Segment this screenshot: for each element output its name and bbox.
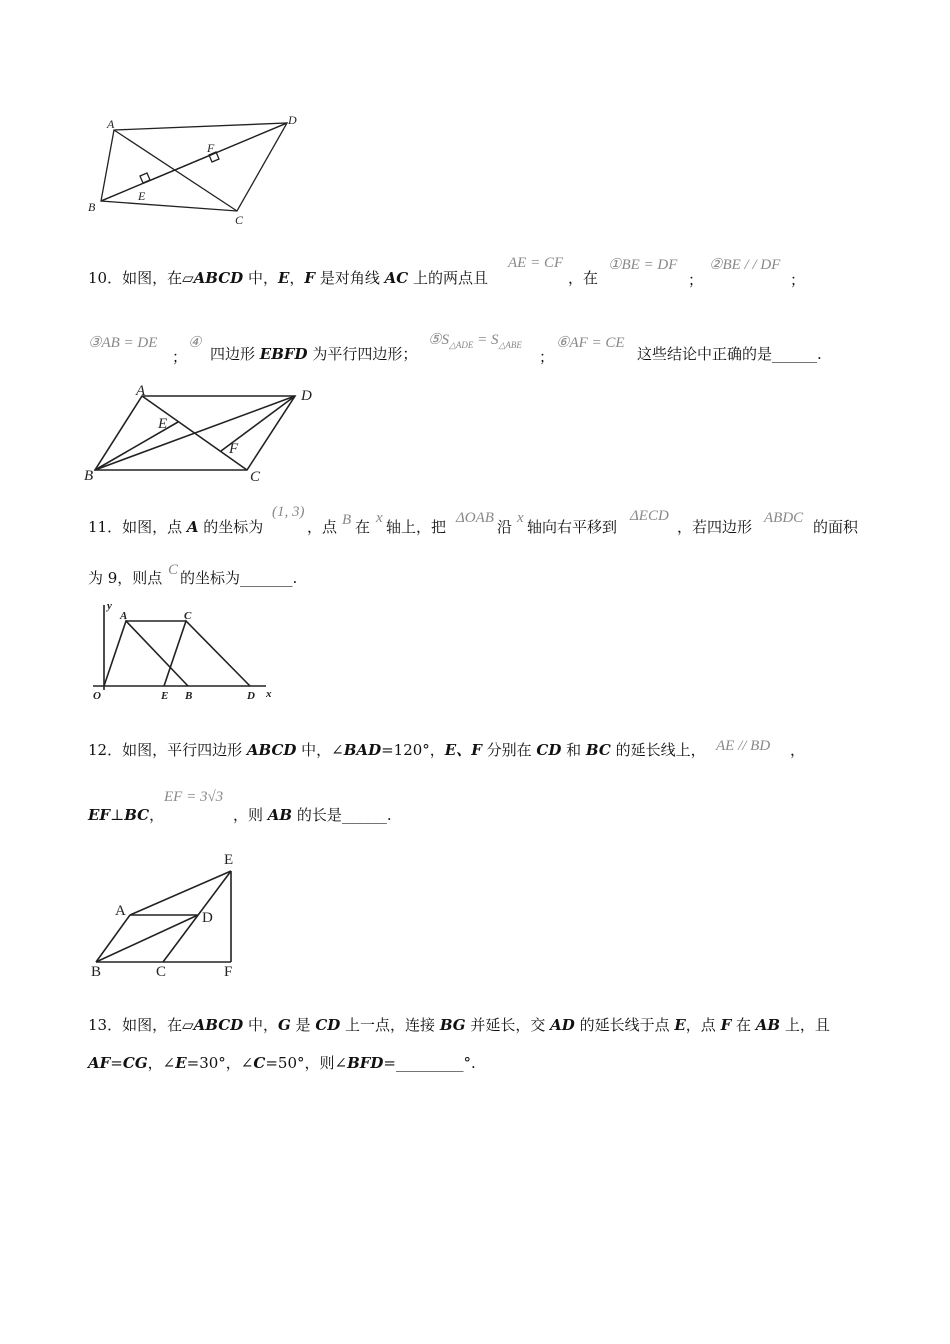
q12-condition-1: AE // BD <box>716 738 771 754</box>
q11-abdc: ABDC <box>764 510 804 526</box>
q13-l1i: 上，且 <box>780 1016 830 1034</box>
q10-ac: AC <box>384 269 409 287</box>
label-x: x <box>266 688 272 700</box>
q11-t3: 在 <box>355 518 371 536</box>
q13-l2b: = <box>110 1054 123 1072</box>
q12-cd: CD <box>536 741 562 759</box>
label-E: E <box>224 852 234 868</box>
label-y: y <box>107 600 112 612</box>
label-E: E <box>158 416 168 432</box>
q13-cd: CD <box>315 1016 341 1034</box>
label-B: B <box>88 200 96 214</box>
label-D: D <box>202 910 213 926</box>
q13-ad: AD <box>550 1016 575 1034</box>
label-C: C <box>235 213 244 227</box>
label-A: A <box>107 117 115 131</box>
q12-line1 <box>88 740 706 760</box>
q10-c5eq: = S <box>473 332 499 348</box>
label-C: C <box>156 964 167 980</box>
label-D: D <box>247 690 255 702</box>
q10-semicolon-2: ； <box>790 271 806 289</box>
q13-ab: AB <box>755 1016 781 1034</box>
q12-t4: 和 <box>561 741 586 759</box>
q12-t1: 中，∠ <box>296 741 344 759</box>
q12-ab: AB <box>267 806 293 824</box>
q10-claim-1: ①BE = DF <box>608 257 678 273</box>
q10-abcd: ABCD <box>193 269 244 287</box>
q13-l2g: C <box>253 1054 266 1072</box>
q10-comma: ， <box>289 269 305 287</box>
q13-l2c: CG <box>122 1054 148 1072</box>
q12-abcd: ABCD <box>246 741 297 759</box>
q10-line1 <box>88 268 488 288</box>
label-A: A <box>136 383 146 399</box>
parallelogram-symbol: ▱ <box>182 269 194 287</box>
label-C: C <box>250 469 261 485</box>
q13-l1d: 上一点，连接 <box>340 1016 440 1034</box>
q13-abcd: ABCD <box>193 1016 244 1034</box>
q12-bad: BAD <box>343 741 382 759</box>
label-D: D <box>288 113 297 127</box>
q12-l2c: BC <box>124 806 150 824</box>
q10-c5sub1: △ADE <box>448 340 474 350</box>
label-E: E <box>161 690 169 702</box>
q13-g: G <box>277 1016 291 1034</box>
q10-claim-3: ③AB = DE <box>88 335 158 351</box>
q10-mid: 中， <box>243 269 278 287</box>
q11-t6: 轴向右平移到 <box>527 518 618 536</box>
q12-line2b <box>233 805 392 825</box>
q13-l2h: =50°，则∠ <box>265 1054 348 1072</box>
label-B: B <box>185 690 193 702</box>
q13-line1 <box>88 1015 830 1035</box>
q10-e: E <box>277 269 290 287</box>
label-E: E <box>138 189 146 203</box>
q11-t7: ，若四边形 <box>677 518 753 536</box>
q13-l1h: 在 <box>731 1016 756 1034</box>
q13-line2 <box>88 1053 476 1073</box>
q11-a: A <box>186 518 199 536</box>
q10-claim-2: ②BE / / DF <box>709 257 781 273</box>
q13-l1f: 的延长线于点 <box>574 1016 675 1034</box>
q12-l2e: ，则 <box>233 806 268 824</box>
q10-tail: 这些结论中正确的是______. <box>637 345 822 363</box>
q13-l2i: BFD <box>347 1054 384 1072</box>
q10-c4a: 四边形 <box>210 345 260 363</box>
q10-semicolon-1: ； <box>688 271 704 289</box>
q13-l2f: =30°，∠ <box>186 1054 254 1072</box>
q10-claim-6: ⑥AF = CE <box>556 335 625 351</box>
q11-number: 11．如图，点 <box>88 518 187 536</box>
q10-zai: ，在 <box>568 269 599 287</box>
q11-t1: 的坐标为 <box>198 518 264 536</box>
q12-l2a: EF <box>88 806 111 824</box>
q13-l1c: 是 <box>290 1016 316 1034</box>
q10-semicolon-5: ； <box>539 348 555 366</box>
q13-l2j: =_________°. <box>383 1054 476 1072</box>
q12-line2a <box>88 805 164 825</box>
q10-c4b: EBFD <box>259 345 308 363</box>
q10-rest2: 上的两点且 <box>408 269 488 287</box>
q12-condition-2: EF = 3√3 <box>164 789 224 805</box>
label-B: B <box>91 964 102 980</box>
q11-line2a: 为 9，则点 <box>88 569 163 587</box>
q12-number: 12．如图，平行四边形 <box>88 741 247 759</box>
q12-bc: BC <box>585 741 611 759</box>
label-C: C <box>184 610 192 622</box>
label-A: A <box>115 903 126 919</box>
q11-line2b: 的坐标为_______. <box>180 569 298 587</box>
q11-x2: x <box>517 510 524 526</box>
q13-bg: BG <box>439 1016 466 1034</box>
q11-x: x <box>376 510 383 526</box>
q13-l2d: ，∠ <box>147 1054 176 1072</box>
q12-t5: 的延长线上， <box>610 741 706 759</box>
label-A: A <box>120 610 128 622</box>
q10-number: 10．如图，在 <box>88 269 183 287</box>
q12-t2: =120°， <box>381 741 445 759</box>
q12-l2f: 的长是______. <box>292 806 392 824</box>
q12-ef: E、F <box>444 741 482 759</box>
label-F: F <box>207 141 215 155</box>
q10-c4c: 为平行四边形； <box>307 345 418 363</box>
q10-rest: 是对角线 <box>315 269 385 287</box>
q11-t8: 的面积 <box>813 518 859 536</box>
q10-f: F <box>304 269 316 287</box>
figure-10 <box>80 383 320 488</box>
q13-l1b: 中， <box>243 1016 278 1034</box>
q10-semicolon-3: ； <box>172 348 188 366</box>
q11-b: B <box>342 512 352 528</box>
q10-c5sub2: △ABE <box>498 340 522 350</box>
q13-e: E <box>674 1016 686 1034</box>
q10-condition: AE = CF <box>508 255 564 271</box>
q12-comma: ， <box>790 741 806 759</box>
figure-11 <box>88 600 288 705</box>
q12-l2b: ⊥ <box>110 806 125 824</box>
q11-line1 <box>88 517 263 537</box>
q13-l2a: AF <box>88 1054 111 1072</box>
q10-c5: ⑤S <box>428 332 449 348</box>
q11-t4: 轴上，把 <box>386 518 447 536</box>
q13-l1g: ，点 <box>685 1016 721 1034</box>
figure-9 <box>80 110 320 235</box>
q12-l2d: ， <box>149 806 165 824</box>
q10-claim-5 <box>428 330 522 351</box>
q11-ecd: ΔECD <box>630 508 669 524</box>
q13-l1e: 并延长，交 <box>465 1016 551 1034</box>
q10-claim-4-text <box>210 344 417 364</box>
q11-oab: ΔOAB <box>456 510 494 526</box>
label-F: F <box>229 441 239 457</box>
q11-t5: 沿 <box>497 518 513 536</box>
q13-l2e: E <box>175 1054 187 1072</box>
q13-f: F <box>720 1016 732 1034</box>
q12-t3: 分别在 <box>481 741 537 759</box>
q10-claim-4-num: ④ <box>188 335 202 351</box>
q11-t2: ，点 <box>307 518 338 536</box>
q11-coord: (1, 3) <box>272 504 305 520</box>
label-O: O <box>93 690 101 702</box>
label-D: D <box>301 388 312 404</box>
q11-c: C <box>168 562 179 578</box>
figure-12 <box>85 848 255 983</box>
label-F: F <box>224 964 233 980</box>
q13-number: 13．如图，在▱ <box>88 1016 194 1034</box>
label-B: B <box>84 468 94 484</box>
